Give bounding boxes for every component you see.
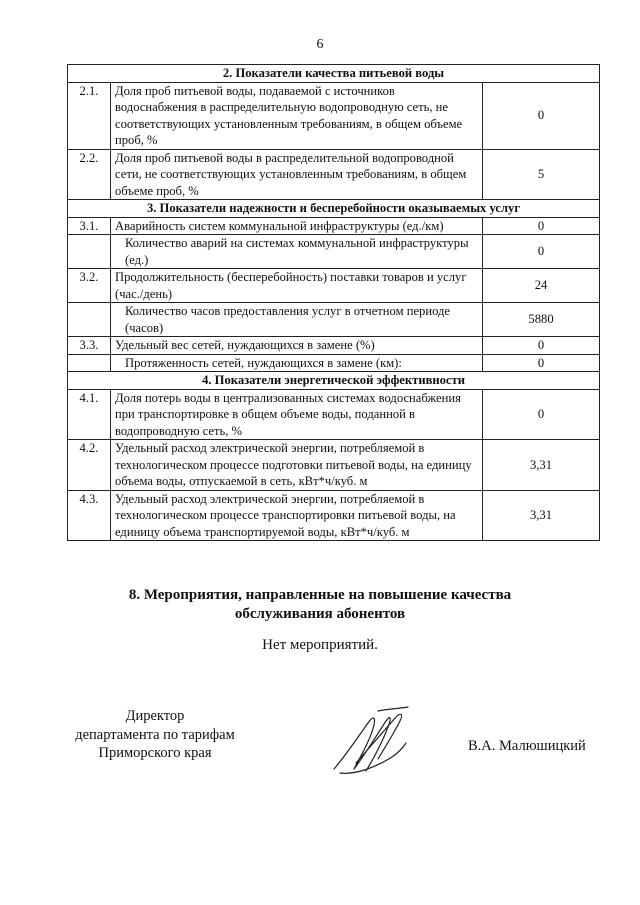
section-8-heading bbox=[0, 586, 640, 624]
role-line-3: Приморского края bbox=[98, 745, 212, 761]
table-row bbox=[68, 235, 600, 269]
section-header-row bbox=[68, 372, 600, 390]
indicator-value: 0 bbox=[483, 337, 600, 355]
section-8-heading-line1: 8. Мероприятия, направленные на повышение качества bbox=[128, 587, 512, 603]
role-line-1: Директор bbox=[125, 708, 185, 724]
indicator-name: Аварийность систем коммунальной инфраструктуры (ед./км) bbox=[111, 217, 483, 235]
page-number: 6 bbox=[316, 37, 324, 52]
row-number: 4.3. bbox=[68, 490, 111, 541]
indicator-value: 0 bbox=[483, 354, 600, 372]
row-number: 2.2. bbox=[68, 149, 111, 200]
indicator-name: Количество часов предоставления услуг в отчетном периоде (часов) bbox=[111, 303, 483, 337]
table-row bbox=[68, 149, 600, 200]
row-number bbox=[68, 354, 111, 372]
indicator-name: Доля потерь воды в централизованных системах водоснабжения при транспортировке в общем объеме воды, поданной в водопроводную сеть, % bbox=[111, 389, 483, 440]
signer-name: В.А. Малюшицкий bbox=[468, 738, 586, 754]
row-number: 3.2. bbox=[68, 269, 111, 303]
section-header-row bbox=[68, 200, 600, 218]
indicator-value: 24 bbox=[483, 269, 600, 303]
indicator-value: 0 bbox=[483, 82, 600, 149]
row-number: 4.2. bbox=[68, 440, 111, 491]
table-row bbox=[68, 389, 600, 440]
indicator-value: 3,31 bbox=[483, 490, 600, 541]
table-row bbox=[68, 490, 600, 541]
no-measures-text: Нет мероприятий. bbox=[262, 637, 378, 653]
role-line-2: департамента по тарифам bbox=[75, 726, 235, 743]
indicator-value: 5 bbox=[483, 149, 600, 200]
section-header-row bbox=[68, 65, 600, 83]
section-title: 3. Показатели надежности и бесперебойности оказываемых услуг bbox=[68, 200, 600, 218]
indicator-value: 5880 bbox=[483, 303, 600, 337]
indicator-value: 0 bbox=[483, 235, 600, 269]
indicator-value: 0 bbox=[483, 217, 600, 235]
indicator-name: Удельный расход электрической энергии, потребляемой в технологическом процессе подготовки питьевой воды, на единицу объема воды, отпускаемой в сеть, кВт*ч/куб. м bbox=[111, 440, 483, 491]
table-row bbox=[68, 337, 600, 355]
handwritten-signature bbox=[326, 703, 416, 783]
indicator-name: Продолжительность (бесперебойность) поставки товаров и услуг (час./день) bbox=[111, 269, 483, 303]
table-row bbox=[68, 82, 600, 149]
table-row bbox=[68, 303, 600, 337]
table-row bbox=[68, 269, 600, 303]
row-number bbox=[68, 235, 111, 269]
indicators-table bbox=[67, 64, 600, 541]
table-row bbox=[68, 440, 600, 491]
row-number: 4.1. bbox=[68, 389, 111, 440]
indicator-name: Доля проб питьевой воды в распределительной водопроводной сети, не соответствующих установленным требованиям, в общем объеме проб, % bbox=[111, 149, 483, 200]
row-number: 2.1. bbox=[68, 82, 111, 149]
indicator-name: Доля проб питьевой воды, подаваемой с источников водоснабжения в распределительную водопроводную сеть, не соответствующих установленным требованиям, в общем объеме проб, % bbox=[111, 82, 483, 149]
section-8-heading-line2: обслуживания абонентов bbox=[234, 606, 406, 622]
indicator-name: Удельный вес сетей, нуждающихся в замене (%) bbox=[111, 337, 483, 355]
table-row bbox=[68, 217, 600, 235]
indicator-name: Протяженность сетей, нуждающихся в замене (км): bbox=[111, 354, 483, 372]
indicator-name: Количество аварий на системах коммунальной инфраструктуры (ед.) bbox=[111, 235, 483, 269]
row-number: 3.3. bbox=[68, 337, 111, 355]
section-title: 4. Показатели энергетической эффективности bbox=[68, 372, 600, 390]
indicator-name: Удельный расход электрической энергии, потребляемой в технологическом процессе транспортировки питьевой воды, на единицу объема транспортируемой воды, кВт*ч/куб. м bbox=[111, 490, 483, 541]
section-title: 2. Показатели качества питьевой воды bbox=[68, 65, 600, 83]
indicator-value: 3,31 bbox=[483, 440, 600, 491]
indicator-value: 0 bbox=[483, 389, 600, 440]
row-number bbox=[68, 303, 111, 337]
table-row bbox=[68, 354, 600, 372]
signatory-role bbox=[60, 707, 250, 763]
row-number: 3.1. bbox=[68, 217, 111, 235]
